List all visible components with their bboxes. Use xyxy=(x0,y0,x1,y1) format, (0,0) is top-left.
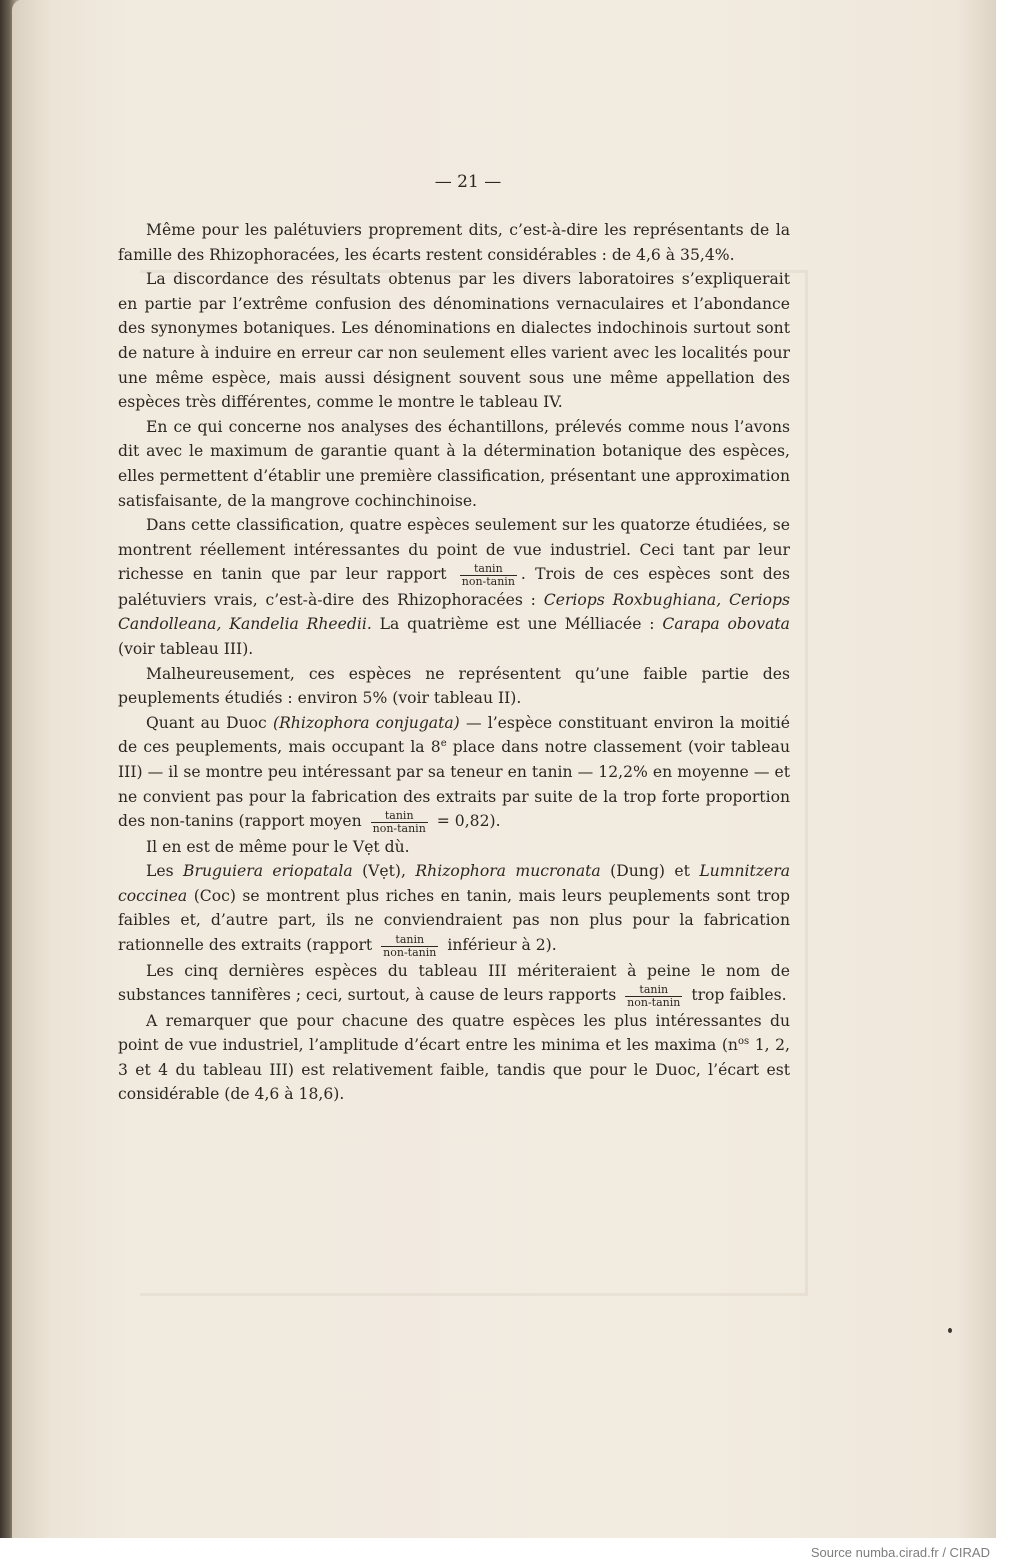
paragraph-5: Malheureusement, ces espèces ne représentent qu’une faible partie des peuplements étudiés : environ 5% (voir tableau II). xyxy=(118,664,790,708)
paragraph-6 xyxy=(118,711,790,835)
species-name: Lumnitzera coccinea xyxy=(118,862,790,905)
species-name: Bruguiera eriopatala xyxy=(183,862,353,881)
source-credit: Source numba.cirad.fr / CIRAD xyxy=(810,1545,990,1560)
paragraph-6-text: — l’espèce constituant environ la moitié de ces peuplements, mais occupant la 8 xyxy=(118,713,790,757)
paragraph-4-text: La quatrième est une Mélliacée : xyxy=(379,615,655,634)
tanin-ratio-fraction xyxy=(381,934,438,959)
fraction-denominator: non-tanin xyxy=(383,945,437,959)
paragraph-9-text: Les cinq dernières espèces du tableau III mériteraient à peine le nom de substances tannifères ; ceci, surtout, à cause de leurs rapports xyxy=(118,961,790,1005)
species-name: (Rhizophora conjugata) xyxy=(272,713,460,732)
species-name: Rhizophora mucronata xyxy=(415,862,601,881)
tanin-ratio-fraction xyxy=(460,563,517,588)
paragraph-10 xyxy=(118,1009,790,1107)
paragraph-7: Il en est de même pour le Vẹt dù. xyxy=(146,837,410,856)
tanin-ratio-fraction xyxy=(371,810,428,835)
text-body xyxy=(118,218,790,1107)
fraction-numerator: tanin xyxy=(460,563,517,576)
paragraph-1: Même pour les palétuviers proprement dits, c’est-à-dire les représentants de la famille des Rhizophoracées, les écarts restent considérables : de 4,6 à 35,4%. xyxy=(118,221,790,264)
fraction-numerator: tanin xyxy=(381,934,438,947)
paragraph-8-text: Les xyxy=(146,862,174,881)
paragraph-8-text: (Coc) se montrent plus riches en tanin, mais leurs peuplements sont trop faibles et, d’autre part, ils ne conviendraient pas non plus pour la fabrication rationnelle des extraits (rapport xyxy=(118,886,790,955)
paragraph-4-text: (voir tableau III). xyxy=(118,640,254,658)
fraction-numerator: tanin xyxy=(625,984,682,997)
paragraph-8 xyxy=(118,859,790,958)
paragraph-2: La discordance des résultats obtenus par les divers laboratoires s’expliquerait en partie par l’extrême confusion des dénominations vernaculaires et l’abondance des synonymes botaniques. Les dénominations en dialectes indochinois surtout sont de nature à induire en erreur car non seulement elles varient avec les localités pour une même espèce, mais aussi désignent souvent sous une même appellation des espèces très différentes, comme le montre le tableau IV. xyxy=(118,270,790,412)
ink-speck xyxy=(948,1328,952,1333)
tanin-ratio-fraction xyxy=(625,984,682,1009)
paragraph-4-text: Dans cette classification, quatre espèces seulement sur les quatorze étudiées, se montrent réellement intéressantes du point de vue industriel. Ceci tant par leur richesse en tanin que par leur rapport xyxy=(118,516,790,584)
paragraph-4 xyxy=(118,513,790,661)
fraction-denominator: non-tanin xyxy=(372,821,426,835)
paragraph-6-text: = 0,82). xyxy=(436,812,501,831)
species-names: Ceriops Roxbughiana, Ceriops Candolleana, Kandelia Rheedii. xyxy=(118,590,791,634)
ordinal-superscript: e xyxy=(440,738,447,750)
paragraph-8-text: (Dung) et xyxy=(610,862,690,881)
fraction-denominator: non-tanin xyxy=(627,995,681,1009)
paragraph-10-text: 1, 2, 3 et 4 du tableau III) est relativement faible, tandis que pour le Duoc, l’écart est considérable (de 4,6 à 18,6). xyxy=(118,1036,790,1104)
paragraph-6-text: place dans notre classement (voir tableau III) — il se montre peu intéressant par sa teneur en tanin — 12,2% en moyenne — et ne convient pas pour la fabrication des extraits par suite de la trop forte proportion des non-tanins (rapport moyen xyxy=(118,738,790,831)
paragraph-4-text: . Trois de ces espèces sont des palétuviers vrais, c’est-à-dire des Rhizophoracées : xyxy=(118,565,790,609)
page-number: — 21 — xyxy=(434,172,502,192)
paragraph-9 xyxy=(118,959,790,1009)
paragraph-6-text: Quant au Duoc xyxy=(146,713,267,732)
species-name: Carapa obovata xyxy=(662,615,790,634)
paragraph-3: En ce qui concerne nos analyses des échantillons, prélevés comme nous l’avons dit avec le maximum de garantie quant à la détermination botanique des espèces, elles permettent d’établir une première classification, présentant une approximation satisfaisante, de la mangrove cochinchinoise. xyxy=(118,417,790,510)
fraction-numerator: tanin xyxy=(371,810,428,823)
paragraph-8-text: (Vẹt), xyxy=(362,862,406,881)
paragraph-10-text: A remarquer que pour chacune des quatre espèces les plus intéressantes du point de vue industriel, l’amplitude d’écart entre les minima et les maxima (n xyxy=(118,1011,790,1055)
plural-superscript: os xyxy=(737,1036,750,1048)
paragraph-9-text: trop faibles. xyxy=(691,986,787,1005)
paragraph-8-text: inférieur à 2). xyxy=(447,936,557,955)
fraction-denominator: non-tanin xyxy=(461,574,515,588)
